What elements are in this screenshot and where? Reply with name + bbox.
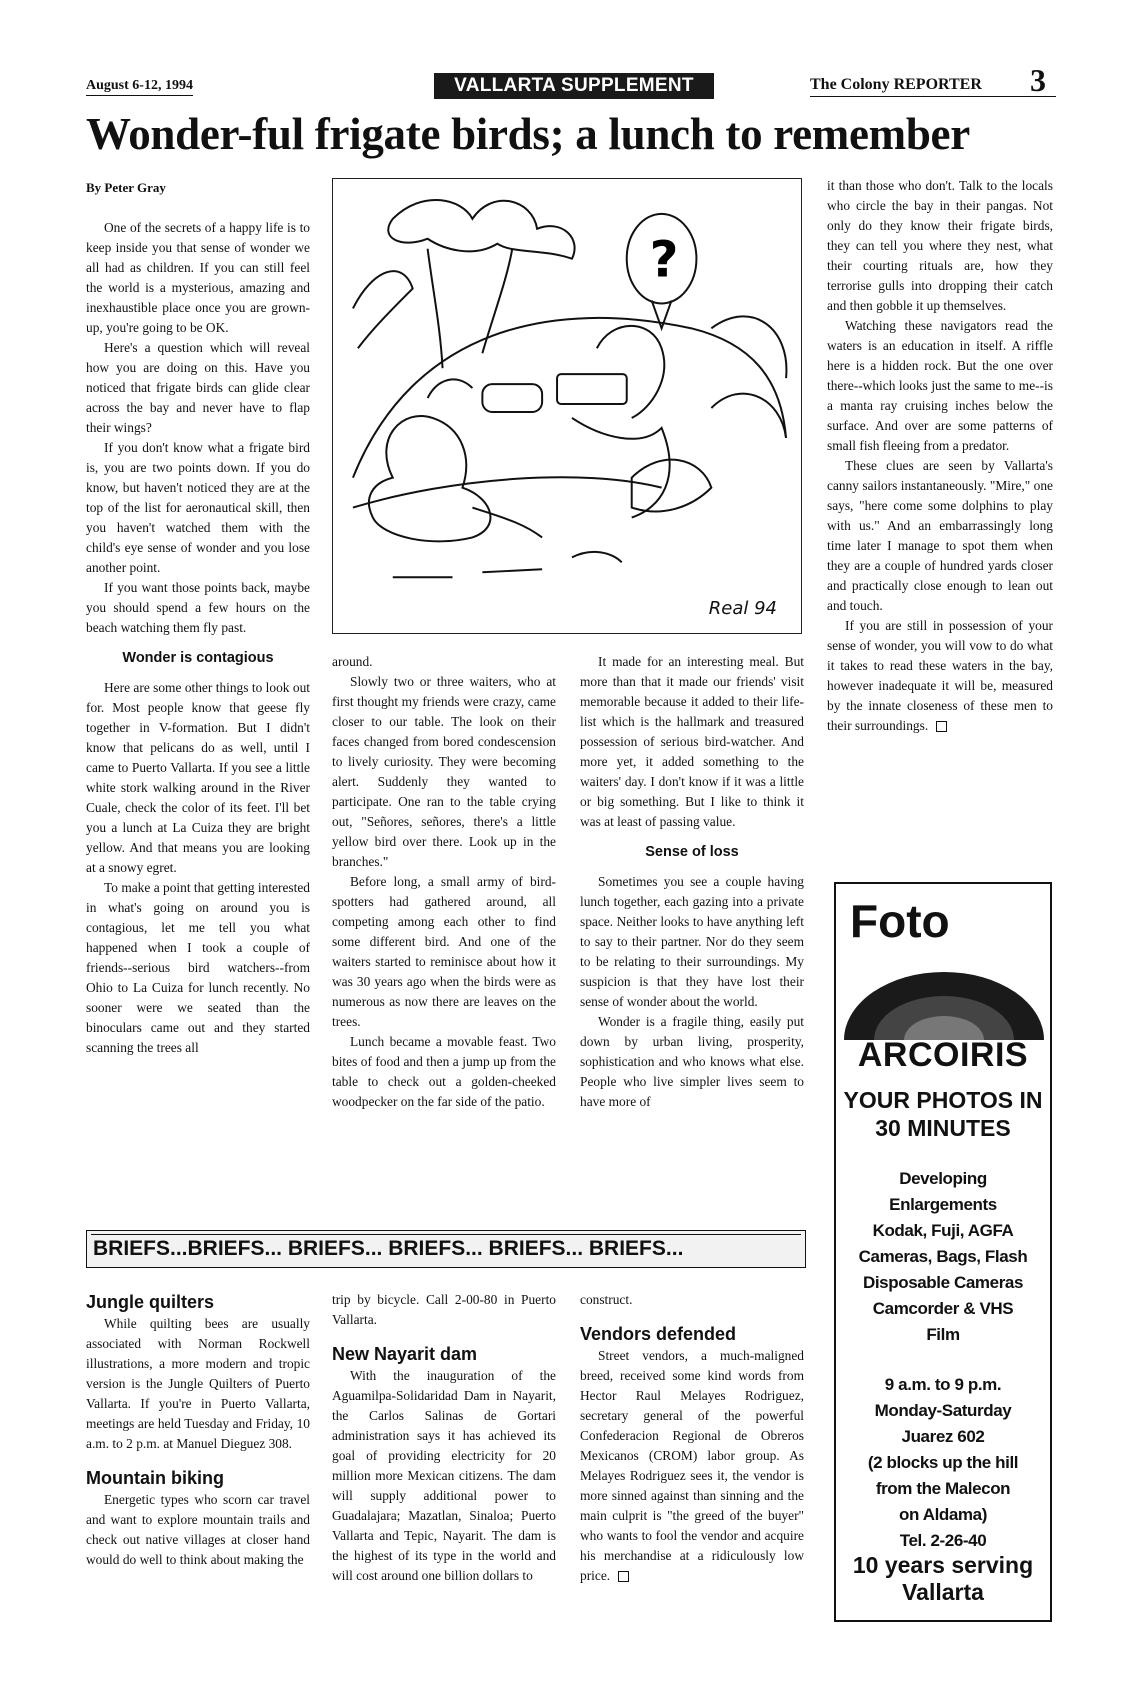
brief-text-continued: trip by bicycle. Call 2-00-80 in Puerto Vallarta. xyxy=(332,1292,556,1327)
article-column-2 xyxy=(332,652,556,1112)
brief-text: While quilting bees are usually associated with Norman Rockwell illustrations, a more modern and tropic version is the Jungle Quilters of Puerto Vallarta. If you're in Puerto Vallarta, meetings are held Tuesday and Friday, 10 a.m. to 2 p.m. at Manuel Dieguez 308. xyxy=(86,1316,310,1451)
header-rule xyxy=(810,96,1056,97)
paragraph: If you don't know what a frigate bird is, you are two points down. If you do know, but haven't noticed they are at the top of the list for aeronautical skill, then you haven't watched them with the child's eye sense of wonder and you lose another point. xyxy=(86,440,310,575)
end-mark-icon xyxy=(618,1571,629,1582)
issue-date: August 6-12, 1994 xyxy=(86,78,193,96)
brief-text: Energetic types who scorn car travel and want to explore mountain trails and check out native villages at closer hand would do well to think about making the xyxy=(86,1492,310,1567)
foto-arcoiris-ad xyxy=(834,882,1052,1622)
paragraph xyxy=(827,616,1053,736)
brief-text xyxy=(580,1346,804,1586)
article-column-4 xyxy=(827,176,1053,736)
brief-headline: Mountain biking xyxy=(86,1468,224,1488)
briefs-column-1 xyxy=(86,1278,310,1570)
headline: Wonder-ful frigate birds; a lunch to remember xyxy=(86,109,970,159)
paragraph: Lunch became a movable feast. Two bites of food and then a jump up from the table to check out a golden-cheeked woodpecker on the far side of the patio. xyxy=(332,1034,556,1109)
brief-text-continued: construct. xyxy=(580,1292,633,1307)
article-column-1 xyxy=(86,218,310,1058)
brief-headline: Vendors defended xyxy=(580,1324,737,1344)
service-item: Enlargements xyxy=(889,1195,997,1214)
cartoon-illustration xyxy=(332,178,802,634)
paragraph: To make a point that getting interested in what's going on around you is contagious, let me tell you what happened when I took a couple of friends--serious bird watchers--from Ohio to La Cuiza for lunch recently. No sooner were we seated than the binoculars came out and they started scanning the trees all xyxy=(86,880,310,1055)
briefs-banner: BRIEFS...BRIEFS... BRIEFS... BRIEFS... BRIEFS... BRIEFS... xyxy=(86,1230,806,1268)
hours-line: 9 a.m. to 9 p.m. xyxy=(884,1375,1002,1394)
article-column-3 xyxy=(580,652,804,1112)
briefs-column-2 xyxy=(332,1290,556,1586)
end-mark-icon xyxy=(936,721,947,732)
rainbow-icon xyxy=(844,972,1044,1040)
brief-headline: Jungle quilters xyxy=(86,1292,215,1312)
paragraph: One of the secrets of a happy life is to keep inside you that sense of wonder we all had as children. If you can still feel the world is a mysterious, amazing and inexhaustible place once you are grown-up, you're going to be OK. xyxy=(86,220,310,335)
question-mark-bubble: ? xyxy=(649,230,679,289)
byline: By Peter Gray xyxy=(86,180,166,195)
service-item: Camcorder & VHS xyxy=(872,1299,1014,1318)
address-line: on Aldama) xyxy=(899,1505,987,1524)
paragraph: Before long, a small army of bird-spotters had gathered around, all competing among each other to find some different bird. And one of the waiters started to reminisce about how it was 30 years ago when the birds were as numerous as now there are leaves on the trees. xyxy=(332,874,556,1029)
ad-foto-title: Foto xyxy=(850,895,950,947)
brief-text: With the inauguration of the Aguamilpa-Solidaridad Dam in Nayarit, the Carlos Salinas de Gortari administration says it has achieved its goal of providing electricity for 20 million more Mexican citizens. The dam will supply additional power to Guadalajara; Mazatlan, Sinaloa; Puerto Vallarta and Tepic, Nayarit. The dam is the highest of its type in the world and will cost around one billion dollars to xyxy=(332,1368,556,1583)
paragraph: Here are some other things to look out for. Most people know that geese fly together in V-formation. But I didn't know that pelicans do as well, until I came to Puerto Vallarta. If you see a little white stork walking around in the River Cuale, check the color of its feet. I'll bet you a lunch at La Cuiza they are bright yellow. And that means you are looking at a snowy egret. xyxy=(86,680,310,875)
newspaper-name: The Colony REPORTER xyxy=(810,76,982,93)
address-line: from the Malecon xyxy=(875,1479,1011,1498)
service-item: Kodak, Fuji, AGFA xyxy=(872,1221,1014,1240)
brief-headline: New Nayarit dam xyxy=(332,1344,478,1364)
hours-line: Monday-Saturday xyxy=(874,1401,1012,1420)
cartoon-drawing xyxy=(333,179,801,633)
service-item: Developing xyxy=(899,1169,987,1188)
page-number: 3 xyxy=(1030,62,1046,98)
address-line: (2 blocks up the hill xyxy=(867,1453,1019,1472)
paragraph: These clues are seen by Vallarta's canny sailors instantaneously. "Mire," one says, "here come some dolphins to play with us." And an embarrassingly long time later I manage to spot them when they are a couple of hundred yards closer and practically close enough to lean out and touch. xyxy=(827,458,1053,613)
service-item: Disposable Cameras xyxy=(862,1273,1024,1292)
section-banner: VALLARTA SUPPLEMENT xyxy=(434,73,714,99)
paragraph: Sometimes you see a couple having lunch together, each gazing into a private space. Neither looks to have anything left to say to their partner. Nor do they seem to be relating to their surroundings. My suspicion is that they have lost their sense of wonder about the world. xyxy=(580,874,804,1009)
paragraph: Slowly two or three waiters, who at first thought my friends were crazy, came closer to our table. The look on their faces changed from bored condescension to lively curiosity. They were becoming alert. Suddenly they wanted to participate. One ran to the table crying out, "Señores, señores, there's a little yellow bird over there. Look up in the branches." xyxy=(332,674,556,869)
paragraph: Watching these navigators read the waters is an education in itself. A riffle here is a hidden rock. But the one over there--which looks just the same to me--is a manta ray cruising inches below the surface. And over are some patterns of small fish fleeing from a predator. xyxy=(827,318,1053,453)
brief-text-body: Street vendors, a much-maligned breed, received some kind words from Hector Raul Melayes Rodriguez, secretary general of the powerful Confederacion Regional de Obreros Mexicanos (CROM) labor group. As Melayes Rodriguez sees it, the vendor is more sinned against than sinning and the main culprit is "the greed of the buyer" who wants to fool the vendor and acquire his merchandise at a ridiculously low price. xyxy=(580,1348,804,1583)
cartoonist-signature: Real 94 xyxy=(708,598,777,619)
subhead-wonder: Wonder is contagious xyxy=(122,650,274,666)
service-item: Film xyxy=(926,1325,960,1344)
ad-years-serving: 10 years serving Vallarta xyxy=(852,1552,1034,1605)
phone-line: Tel. 2-26-40 xyxy=(899,1531,987,1550)
address-line: Juarez 602 xyxy=(901,1427,985,1446)
paragraph-continued: it than those who don't. Talk to the locals who circle the bay in their pangas. Not only do they know their frigate birds, they can tell you where they nest, what their courting rituals are, how they terrorise gulls into dropping their catch and then gobble it up themselves. xyxy=(827,178,1053,313)
paragraph: Here's a question which will reveal how you are doing on this. Have you noticed that frigate birds can glide clear across the bay and never have to flap their wings? xyxy=(86,340,310,435)
paragraph-text: If you are still in possession of your sense of wonder, you will vow to do what it takes to read these waters in the bay, however inadequate it will be, measured by the innate closeness of these men to their surroundings. xyxy=(827,618,1053,733)
subhead-loss: Sense of loss xyxy=(645,844,739,860)
briefs-column-3 xyxy=(580,1290,804,1586)
ad-tagline: YOUR PHOTOS IN 30 MINUTES xyxy=(843,1087,1043,1141)
paragraph: Wonder is a fragile thing, easily put down by urban living, prosperity, sophistication and who knows what else. People who live simpler lives seem to have more of xyxy=(580,1014,804,1109)
paragraph: It made for an interesting meal. But more than that it made our friends' visit memorable because it added to their life-list which is the hallmark and treasured possession of serious bird-watcher. And more yet, it added something to the waiters' day. I don't know if it was a little or big something. But I like to think it was at least of passing value. xyxy=(580,654,804,829)
ad-services xyxy=(836,1166,1050,1348)
ad-brand: ARCOIRIS xyxy=(857,1036,1029,1074)
paragraph-continued: around. xyxy=(332,654,373,669)
ad-hours-location xyxy=(836,1372,1050,1554)
service-item: Cameras, Bags, Flash xyxy=(858,1247,1028,1266)
paragraph: If you want those points back, maybe you should spend a few hours on the beach watching them fly past. xyxy=(86,580,310,635)
